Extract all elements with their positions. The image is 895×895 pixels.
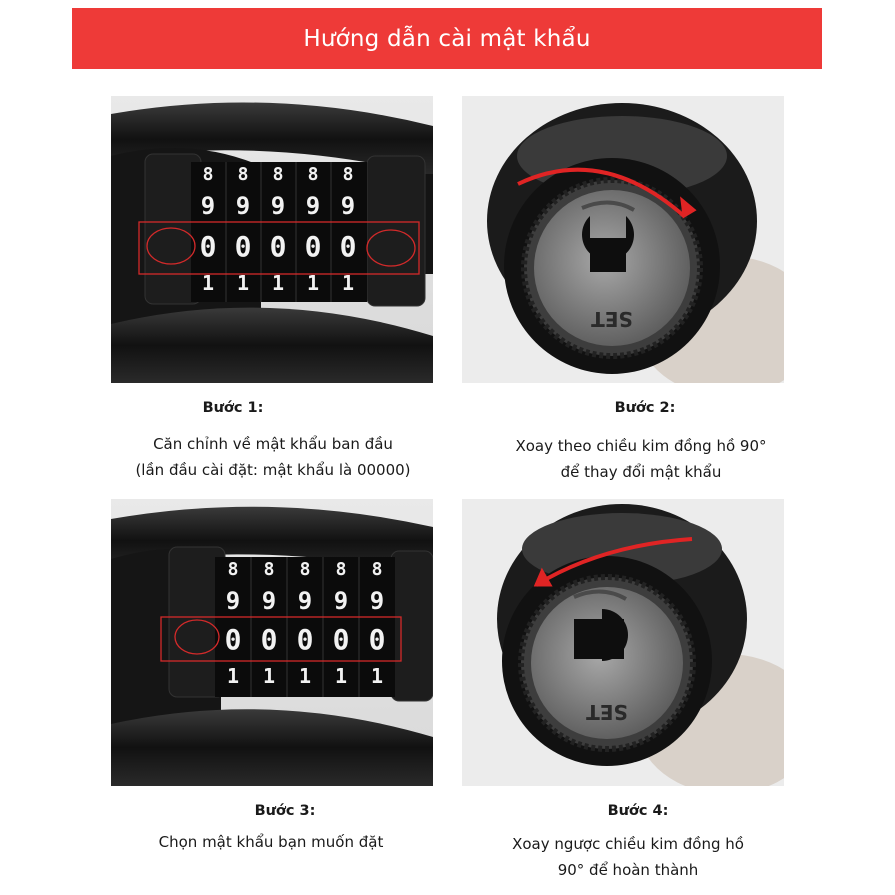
digit-1: 1 [271,271,285,295]
step-3-photo [111,499,433,786]
digit-0: 0 [224,623,242,656]
step-2-description [471,433,811,485]
digit-1: 1 [226,664,240,688]
digit-8: 8 [237,164,249,185]
digit-8: 8 [299,559,311,580]
digit-0: 0 [304,230,322,263]
digit-9: 9 [369,587,385,615]
step-1-label: Bước 1: [202,400,264,416]
step-2-photo [462,96,784,383]
step-1-description [103,431,443,483]
step-4-description [458,831,798,883]
lock-dial-image [111,96,433,383]
digit-8: 8 [263,559,275,580]
digit-0: 0 [234,230,252,263]
digit-8: 8 [272,164,284,185]
digit-9: 9 [200,192,216,220]
digit-1: 1 [298,664,312,688]
digit-0: 0 [368,623,386,656]
digit-1: 1 [262,664,276,688]
lock-dial-image-2 [111,499,433,786]
step-1-photo [111,96,433,383]
step-4-photo [462,499,784,786]
digit-8: 8 [227,559,239,580]
digit-9: 9 [305,192,321,220]
set-marking: SET [591,307,633,331]
page-title: Hướng dẫn cài mật khẩu [303,25,591,52]
step-2-line-2: để thay đổi mật khẩu [560,463,722,481]
step-4-line-1: Xoay ngược chiều kim đồng hồ [512,835,744,853]
step-3-description [101,829,441,855]
title-banner [72,8,822,69]
step-4-label: Bước 4: [607,803,669,819]
digit-1: 1 [370,664,384,688]
step-4-line-2: 90° để hoàn thành [557,861,699,879]
step-1-line-1: Căn chỉnh về mật khẩu ban đầu [153,435,393,453]
digit-9: 9 [297,587,313,615]
digit-9: 9 [261,587,277,615]
step-2-label: Bước 2: [614,400,676,416]
step-3-line-1: Chọn mật khẩu bạn muốn đặt [158,833,384,851]
set-marking-2: SET [586,700,628,724]
digit-1: 1 [201,271,215,295]
digit-1: 1 [341,271,355,295]
digit-0: 0 [296,623,314,656]
digit-8: 8 [307,164,319,185]
digit-9: 9 [340,192,356,220]
digit-9: 9 [270,192,286,220]
reset-dial-image [462,96,784,383]
digit-9: 9 [225,587,241,615]
digit-0: 0 [260,623,278,656]
digit-8: 8 [202,164,214,185]
digit-8: 8 [371,559,383,580]
digit-1: 1 [306,271,320,295]
digit-0: 0 [339,230,357,263]
step-1-line-2: (lần đầu cài đặt: mật khẩu là 00000) [135,461,411,479]
digit-8: 8 [342,164,354,185]
step-2-line-1: Xoay theo chiều kim đồng hồ 90° [515,437,767,455]
reset-dial-image-2 [462,499,784,786]
digit-9: 9 [235,192,251,220]
digit-9: 9 [333,587,349,615]
step-3-label: Bước 3: [254,803,316,819]
digit-8: 8 [335,559,347,580]
digit-0: 0 [269,230,287,263]
digit-1: 1 [334,664,348,688]
digit-0: 0 [332,623,350,656]
digit-1: 1 [236,271,250,295]
digit-0: 0 [199,230,217,263]
